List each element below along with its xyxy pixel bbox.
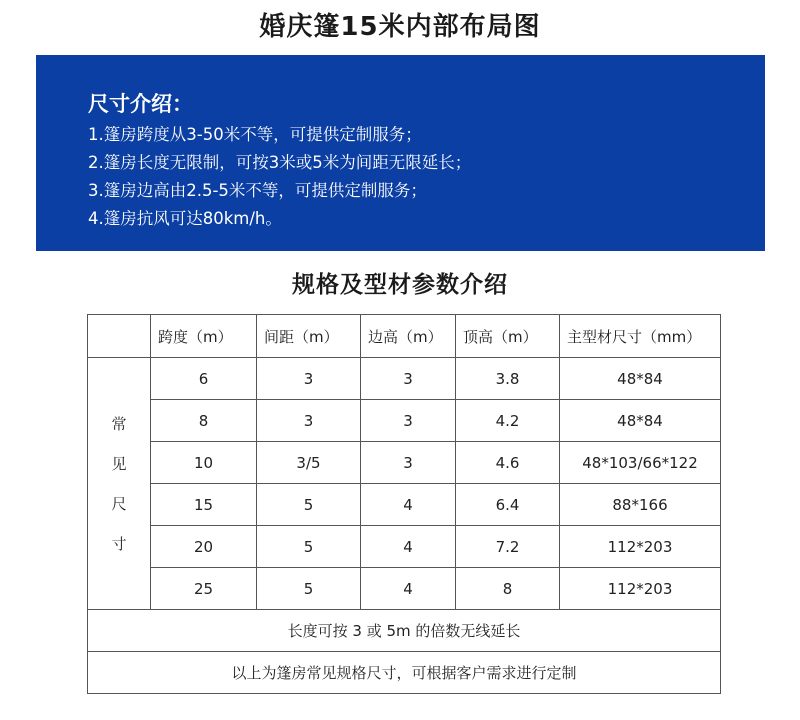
table-row bbox=[88, 526, 721, 568]
customization-note: 以上为篷房常见规格尺寸，可根据客户需求进行定制 bbox=[88, 652, 721, 694]
intro-line: 4.篷房抗风可达80km/h。 bbox=[88, 209, 282, 228]
cell-main-profile: 88*166 bbox=[560, 484, 721, 526]
table-row bbox=[88, 568, 721, 610]
row-group-char: 尺 bbox=[111, 494, 127, 513]
cell-top-height: 4.6 bbox=[456, 442, 560, 484]
cell-main-profile: 112*203 bbox=[560, 568, 721, 610]
row-group-char: 寸 bbox=[111, 534, 127, 553]
table-note-row bbox=[88, 610, 721, 652]
intro-line: 3.篷房边高由2.5-5米不等，可提供定制服务； bbox=[88, 181, 427, 200]
cell-top-height: 4.2 bbox=[456, 400, 560, 442]
cell-spacing: 3/5 bbox=[257, 442, 361, 484]
cell-main-profile: 48*103/66*122 bbox=[560, 442, 721, 484]
intro-heading: 尺寸介绍： bbox=[88, 92, 193, 116]
table-row bbox=[88, 484, 721, 526]
cell-side-height: 3 bbox=[361, 358, 456, 400]
header-span: 跨度（m） bbox=[151, 315, 257, 358]
cell-span: 15 bbox=[151, 484, 257, 526]
spec-table bbox=[87, 314, 721, 694]
intro-panel bbox=[36, 55, 765, 251]
cell-span: 6 bbox=[151, 358, 257, 400]
cell-main-profile: 48*84 bbox=[560, 358, 721, 400]
cell-spacing: 5 bbox=[257, 526, 361, 568]
length-note: 长度可按 3 或 5m 的倍数无线延长 bbox=[88, 610, 721, 652]
table-row bbox=[88, 442, 721, 484]
cell-top-height: 3.8 bbox=[456, 358, 560, 400]
cell-side-height: 4 bbox=[361, 568, 456, 610]
table-row bbox=[88, 400, 721, 442]
intro-line: 1.篷房跨度从3-50米不等，可提供定制服务； bbox=[88, 125, 422, 144]
cell-span: 25 bbox=[151, 568, 257, 610]
cell-main-profile: 112*203 bbox=[560, 526, 721, 568]
section-title: 规格及型材参数介绍 bbox=[292, 272, 508, 298]
cell-spacing: 3 bbox=[257, 400, 361, 442]
cell-spacing: 5 bbox=[257, 568, 361, 610]
header-spacing: 间距（m） bbox=[257, 315, 361, 358]
table-note-row bbox=[88, 652, 721, 694]
cell-top-height: 7.2 bbox=[456, 526, 560, 568]
table-row bbox=[88, 358, 721, 400]
header-side-height: 边高（m） bbox=[361, 315, 456, 358]
header-top-height: 顶高（m） bbox=[456, 315, 560, 358]
table-corner-cell bbox=[88, 315, 151, 358]
page-title: 婚庆篷15米内部布局图 bbox=[259, 12, 541, 42]
cell-spacing: 5 bbox=[257, 484, 361, 526]
cell-top-height: 8 bbox=[456, 568, 560, 610]
cell-side-height: 3 bbox=[361, 442, 456, 484]
cell-spacing: 3 bbox=[257, 358, 361, 400]
cell-side-height: 3 bbox=[361, 400, 456, 442]
cell-span: 8 bbox=[151, 400, 257, 442]
header-main-profile: 主型材尺寸（mm） bbox=[560, 315, 721, 358]
cell-side-height: 4 bbox=[361, 526, 456, 568]
cell-span: 10 bbox=[151, 442, 257, 484]
cell-span: 20 bbox=[151, 526, 257, 568]
intro-line: 2.篷房长度无限制，可按3米或5米为间距无限延长； bbox=[88, 153, 472, 172]
cell-main-profile: 48*84 bbox=[560, 400, 721, 442]
row-group-char: 见 bbox=[111, 454, 127, 473]
cell-side-height: 4 bbox=[361, 484, 456, 526]
table-header-row bbox=[88, 315, 721, 358]
row-group-label bbox=[88, 358, 151, 610]
cell-top-height: 6.4 bbox=[456, 484, 560, 526]
row-group-char: 常 bbox=[111, 414, 127, 433]
